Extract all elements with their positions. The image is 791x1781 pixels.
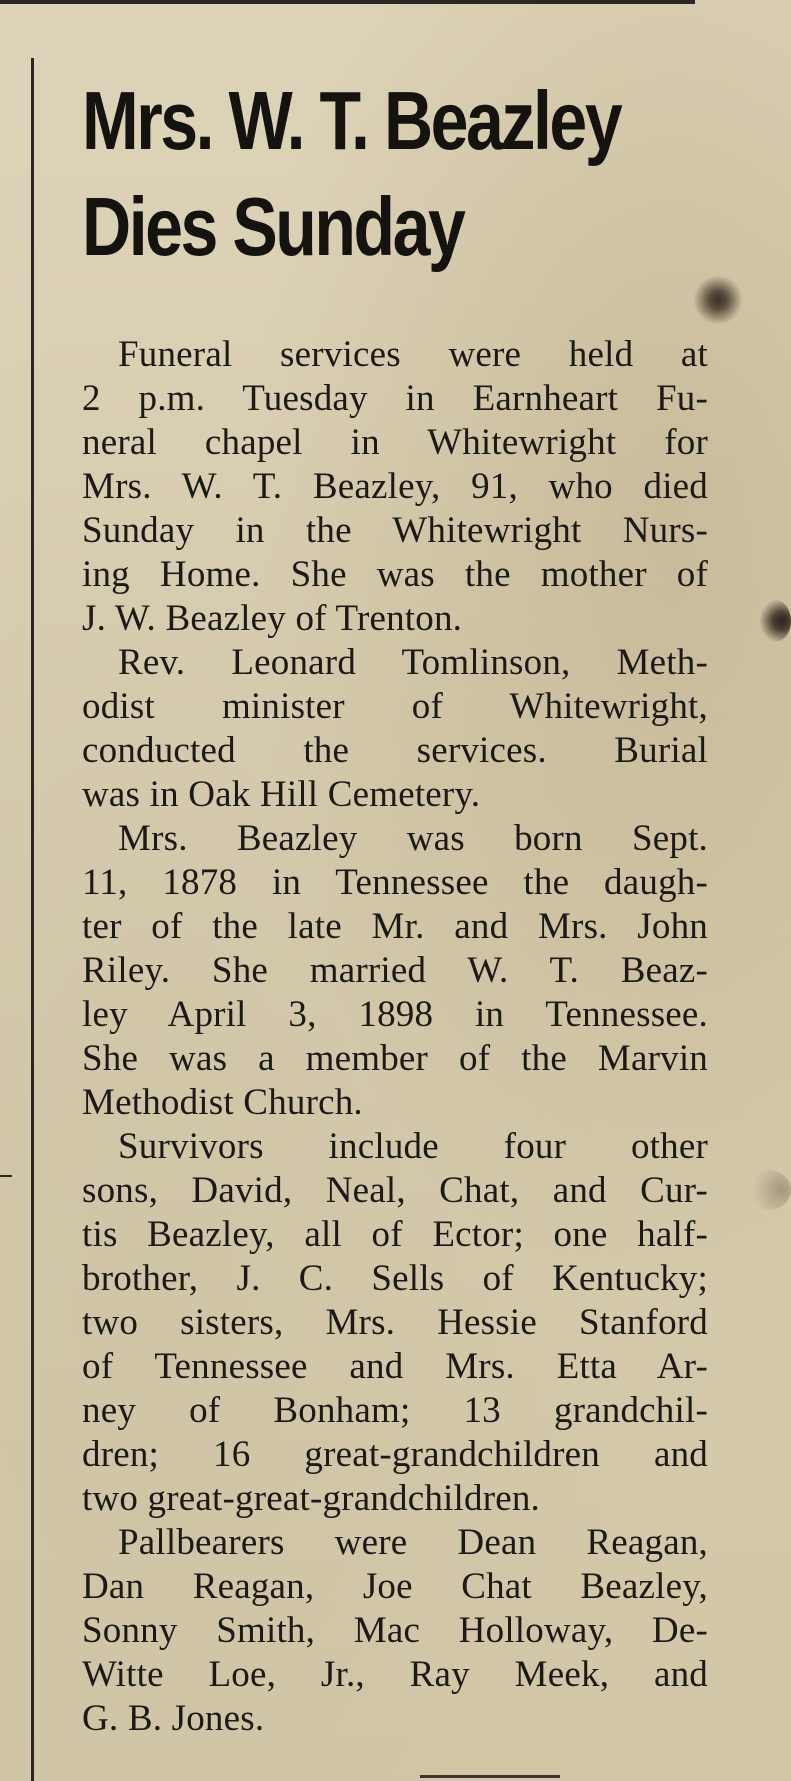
body-line: two great-great-grandchildren.	[82, 1478, 541, 1519]
body-line: tis Beazley, all of Ector; one half-	[82, 1214, 708, 1255]
body-line: brother, J. C. Sells of Kentucky;	[82, 1258, 708, 1299]
body-line: two sisters, Mrs. Hessie Stanford	[82, 1302, 708, 1343]
body-line: ing Home. She was the mother of	[82, 554, 708, 595]
bottom-rule	[420, 1775, 560, 1778]
body-line: Rev. Leonard Tomlinson, Meth-	[118, 642, 708, 683]
body-line: Riley. She married W. T. Beaz-	[82, 950, 708, 991]
body-line: ney of Bonham; 13 grandchil-	[82, 1390, 708, 1431]
body-line: dren; 16 great-grandchildren and	[82, 1434, 708, 1475]
body-line: Survivors include four other	[118, 1126, 708, 1167]
article-body	[82, 333, 708, 1741]
body-line: 2 p.m. Tuesday in Earnheart Fu-	[82, 378, 708, 419]
body-line: Methodist Church.	[82, 1082, 363, 1123]
body-line: ter of the late Mr. and Mrs. John	[82, 906, 708, 947]
body-line: neral chapel in Whitewright for	[82, 422, 708, 463]
body-line: Pallbearers were Dean Reagan,	[118, 1522, 708, 1563]
paper-stain	[745, 1170, 791, 1210]
headline-line-1: Mrs. W. T. Beazley	[82, 74, 621, 167]
body-line: Dan Reagan, Joe Chat Beazley,	[82, 1566, 708, 1607]
body-line: of Tennessee and Mrs. Etta Ar-	[82, 1346, 708, 1387]
body-line: J. W. Beazley of Trenton.	[82, 598, 463, 639]
body-line: She was a member of the Marvin	[82, 1038, 708, 1079]
body-line: Mrs. Beazley was born Sept.	[118, 818, 708, 859]
body-line: G. B. Jones.	[82, 1698, 265, 1739]
body-line: was in Oak Hill Cemetery.	[82, 774, 481, 815]
headline-line-2: Dies Sunday	[82, 180, 464, 273]
body-line: ley April 3, 1898 in Tennessee.	[82, 994, 708, 1035]
body-line: Sonny Smith, Mac Holloway, De-	[82, 1610, 708, 1651]
top-rule	[0, 0, 695, 4]
body-line: Witte Loe, Jr., Ray Meek, and	[82, 1654, 708, 1695]
headline	[82, 68, 621, 280]
body-line: Sunday in the Whitewright Nurs-	[82, 510, 708, 551]
body-line: conducted the services. Burial	[82, 730, 708, 771]
paper-damage-spot	[692, 276, 744, 324]
paper-damage-spot	[760, 600, 791, 642]
body-line: sons, David, Neal, Chat, and Cur-	[82, 1170, 708, 1211]
body-line: odist minister of Whitewright,	[82, 686, 708, 727]
body-line: Mrs. W. T. Beazley, 91, who died	[82, 466, 708, 507]
body-line: Funeral services were held at	[118, 334, 708, 375]
margin-tick	[0, 1175, 12, 1177]
body-line: 11, 1878 in Tennessee the daugh-	[82, 862, 708, 903]
column-rule	[31, 58, 34, 1781]
